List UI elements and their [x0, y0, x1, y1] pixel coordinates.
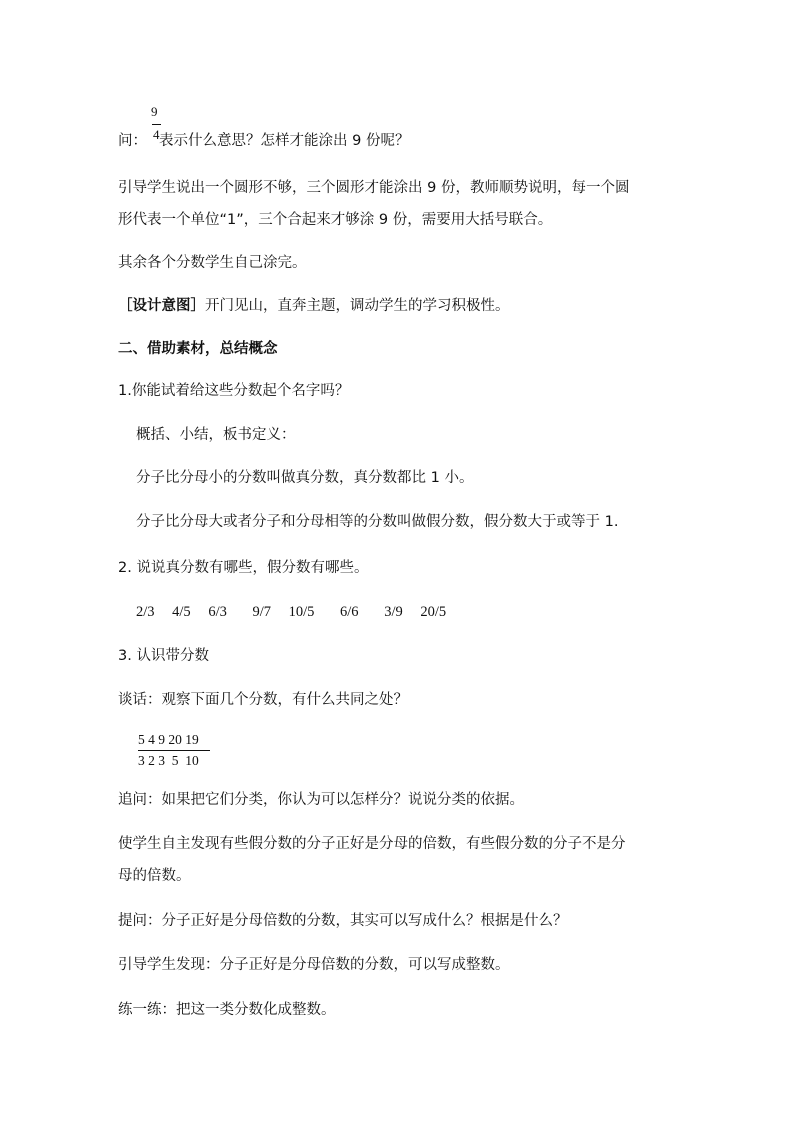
paragraph-3-line-1: 使学生自主发现有些假分数的分子正好是分母的倍数，有些假分数的分子不是分 [118, 836, 626, 852]
ask: 提问：分子正好是分母倍数的分数，其实可以写成什么？根据是什么？ [118, 913, 568, 929]
fraction-numerator: 9 [151, 104, 158, 119]
item-1: 1.你能试着给这些分数起个名字吗？ [118, 383, 350, 399]
fractions-bar [138, 750, 210, 751]
question-text: 表示什么意思？怎样才能涂出 9 份呢？ [159, 133, 410, 149]
paragraph-1-line-2: 形代表一个单位“1”，三个合起来才够涂 9 份，需要用大括号联合。 [118, 212, 553, 228]
design-intent-text: 开门见山，直奔主题，调动学生的学习积极性。 [205, 298, 510, 314]
fraction-item: 10/5 [288, 604, 315, 620]
design-intent [118, 296, 510, 316]
fraction-item: 4/5 [172, 604, 191, 620]
question-1 [118, 131, 409, 151]
item-3: 3. 认识带分数 [118, 648, 209, 664]
paragraph-2: 其余各个分数学生自己涂完。 [118, 255, 307, 271]
fraction-item: 9/7 [252, 604, 271, 620]
mixed-fractions [138, 731, 210, 770]
fraction-bar [152, 124, 161, 125]
item-2: 2. 说说真分数有哪些，假分数有哪些。 [118, 560, 369, 576]
design-intent-label: ［设计意图］ [118, 298, 205, 314]
fraction-item: 20/5 [420, 604, 447, 620]
practice: 练一练：把这一类分数化成整数。 [118, 1002, 336, 1018]
fraction-list [136, 602, 460, 622]
paragraph-3-line-2: 母的倍数。 [118, 868, 191, 884]
question-prefix: 问： [118, 133, 147, 149]
paragraph-1-line-1: 引导学生说出一个圆形不够，三个圆形才能涂出 9 份，教师顺势说明，每一个圆 [118, 180, 630, 196]
fraction-item: 6/3 [208, 604, 227, 620]
followup: 追问：如果把它们分类，你认为可以怎样分？说说分类的依据。 [118, 792, 524, 808]
fraction-item: 3/9 [384, 604, 403, 620]
fraction-item: 6/6 [340, 604, 359, 620]
fractions-denominators: 3 2 3 5 10 [138, 753, 199, 768]
talk: 谈话：观察下面几个分数，有什么共同之处？ [118, 692, 408, 708]
guide: 引导学生发现：分子正好是分母倍数的分数，可以写成整数。 [118, 957, 510, 973]
fraction-denominator: 4 [153, 127, 160, 142]
fractions-numerators: 5 4 9 20 19 [138, 732, 199, 747]
item-1-sub-1: 概括、小结，板书定义： [136, 427, 296, 443]
item-1-sub-3: 分子比分母大或者分子和分母相等的分数叫做假分数，假分数大于或等于 1. [136, 514, 619, 530]
fraction-item: 2/3 [136, 604, 155, 620]
item-1-sub-2: 分子比分母小的分数叫做真分数，真分数都比 1 小。 [136, 470, 474, 486]
section-2-title: 二、借助素材，总结概念 [118, 341, 278, 357]
